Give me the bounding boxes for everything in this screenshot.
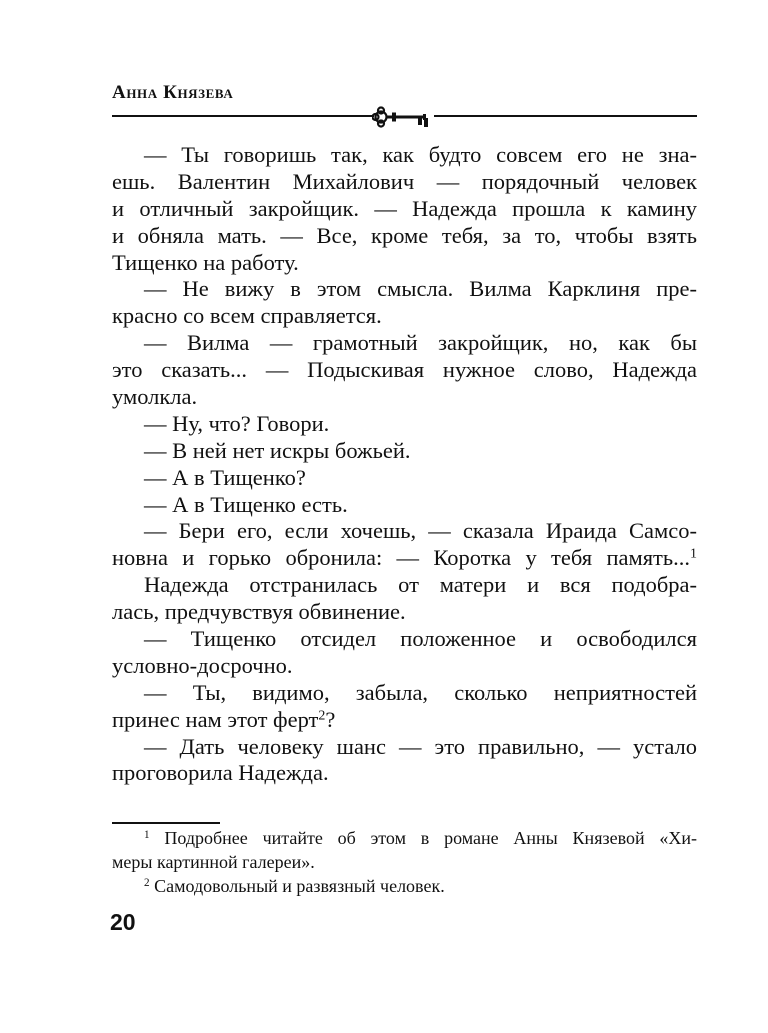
text-line: — Бери его, если хочешь, — сказала Ираида Самсо- <box>144 518 697 544</box>
header-rule-left <box>112 115 374 117</box>
text-line <box>112 545 697 572</box>
text-line: и обняла мать. — Все, кроме тебя, за то, чтобы взять <box>112 222 697 248</box>
text-line: условно-досрочно. <box>112 652 293 678</box>
text-line: это сказать... — Подыскивая нужное слово, Надежда <box>112 357 697 383</box>
header-rule-right <box>434 115 697 117</box>
footnote-marker-2: 2 <box>144 876 150 889</box>
text-line: — В ней нет искры божьей. <box>144 437 411 463</box>
text-line: — Ты, видимо, забыла, сколько неприятностей <box>144 679 697 705</box>
footnote-ref-1[interactable]: 1 <box>690 546 697 562</box>
text-line: — Тищенко отсидел положенное и освободился <box>144 626 697 652</box>
page-number: 20 <box>110 909 136 935</box>
text-line: — Ну, что? Говори. <box>144 410 330 436</box>
footnote-1 <box>112 826 697 850</box>
text-line: умолкла. <box>112 384 198 410</box>
footnote-text: Самодовольный и развязный человек. <box>154 876 445 896</box>
key-icon <box>372 104 436 130</box>
body-text <box>112 142 697 787</box>
text-line: — Ты говоришь так, как будто совсем его не зна- <box>144 142 697 167</box>
footnote-marker-1: 1 <box>144 828 150 841</box>
text-line: — Дать человеку шанс — это правильно, — устало <box>144 733 697 759</box>
text-line: лась, предчувствуя обвинение. <box>112 599 406 625</box>
text-line: — Вилма — грамотный закройщик, но, как бы <box>144 330 697 356</box>
text-line: ешь. Валентин Михайлович — порядочный человек <box>112 168 697 194</box>
running-header <box>112 82 697 130</box>
text-segment: ? <box>325 706 336 732</box>
text-line: красно со всем справляется. <box>112 303 382 329</box>
text-segment: принес нам этот ферт <box>112 706 319 732</box>
text-line: Тищенко на работу. <box>112 249 299 275</box>
footnote-ref-2[interactable]: 2 <box>318 708 326 724</box>
text-line: Надежда отстранилась от матери и вся подобра- <box>144 572 697 598</box>
text-line: — Не вижу в этом смысла. Вилма Карклиня пре- <box>144 276 697 302</box>
author-name: Анна Князева <box>112 82 234 103</box>
footnote-2 <box>112 874 697 898</box>
text-line: — А в Тищенко есть. <box>144 491 348 517</box>
footnote-1-cont: меры картинной галереи». <box>112 852 315 872</box>
text-line <box>112 707 697 734</box>
footnote-separator <box>112 822 220 824</box>
footnotes <box>112 826 697 898</box>
text-segment: новна и горько обронила: — Коротка у тебя память... <box>112 545 691 571</box>
text-line: и отличный закройщик. — Надежда прошла к камину <box>112 195 697 221</box>
text-line: проговорила Надежда. <box>112 760 329 786</box>
footnote-text: Подробнее читайте об этом в романе Анны Князевой «Хи- <box>164 828 697 848</box>
text-line: — А в Тищенко? <box>144 464 306 490</box>
